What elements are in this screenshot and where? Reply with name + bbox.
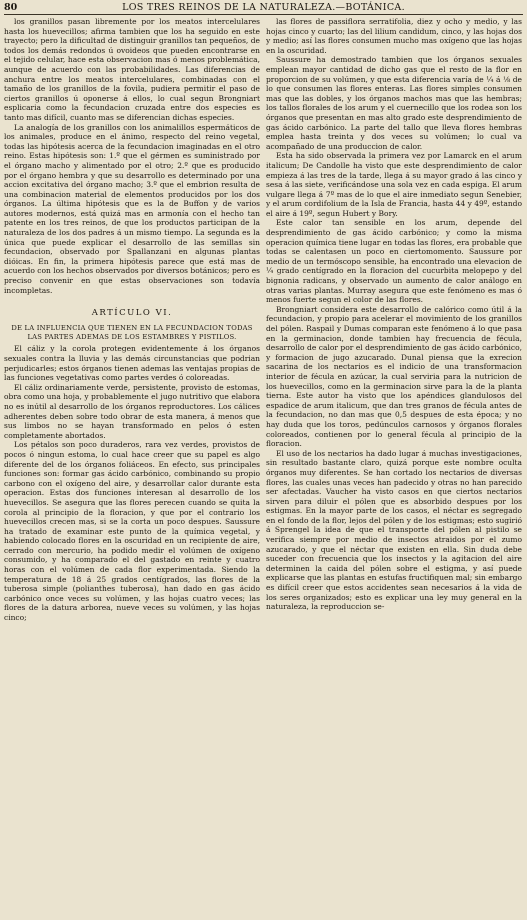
right-column <box>266 17 522 612</box>
running-title: LOS TRES REINOS DE LA NATURALEZA.—BOTÁNICA. <box>122 2 405 13</box>
article-subtitle-line: DE LA INFLUENCIA QUE TIENEN EN LA FECUNDACION TODAS <box>11 324 253 333</box>
paragraph: los granillos pasan libremente por los meatos intercelulares hasta los huevecillos; afirma tambien que los ha seguido en este trayecto; pero la dificultad de distinguir granillos tan pequeños, de todos los demás redondos ú ovoideos que pueden encontrarse en el tejido celular, hace esta observacion mas ó menos problemática, aunque de acuerdo con las probabilidades. Las diferencias de anchura entre los meatos intercelulares, combinadas con el tamaño de los granillos de la fovila, pudiera permitir el paso de ciertos granillos ú oponerse á ellos, lo cual segun Brongniart esplicaria como la fecundacion cruzada entre dos especies es tanto mas difícil, cuanto mas se diferencian dichas especies. <box>4 17 260 122</box>
paragraph: Esta ha sido observada la primera vez por Lamarck en el arum italicum; De Candolle ha visto que este desprendimiento de calor empieza á las tres de la tarde, llega á su mayor grado á las cinco y sesa á las siete, verificándose una sola vez en cada espiga. El arum vulgare llega á 7º mas de lo que el aire inmediato segun Senebier, y el arum cordifolium de la Isla de Francia, hasta 44 y 49º, estando el aire á 19º, segun Hubert y Bory. <box>266 151 522 218</box>
left-column <box>4 17 260 623</box>
article-heading: ARTÍCULO VI. <box>91 308 173 319</box>
paragraph: las flores de passiflora serratifolia, diez y ocho y medio, y las hojas cinco y cuarto; las del lilium candidum, cinco, y las hojas dos y medio; así las flores consumen mucho mas oxígeno que las hojas en la oscuridad. <box>266 17 522 55</box>
paragraph: Saussure ha demostrado tambien que los órganos sexuales emplean mayor cantidad de dicho gas que el resto de la flor en proporcion de su volúmen, y que esta diferencia varía de ¼ á ⅛ de lo que consumen las flores enteras. Las flores simples consumen mas que las dobles, y los órganos machos mas que las hembras; los tallos florales de los arum y el cuernecillo que los rodea son los órganos que presentan en mas alto grado este desprendimiento de gas ácido carbónico. La parte del tallo que lleva flores hembras emplea hasta treinta y dos veces su volúmen; lo cual va acompañado de una produccion de calor. <box>266 55 522 151</box>
paragraph: Brongniart considera este desarrollo de calórico como útil á la fecundacion, y propio para acelerar el movimiento de los granillos del pólen. Raspail y Dumas comparan este fenómeno á lo que pasa en la germinacion, donde tambien hay frecuencia de fécula, desarrollo de calor por el desprendimiento de gas ácido carbónico, y formacion de jugo azucarado. Dunal piensa que la exrecion sacarina de los nectarios es el indicio de una transformacion interior de fécula en azúcar, la cual serviria para la nutricion de los huevecillos, como en la germinacion sirve para la de la planta tierna. Este autor ha visto que los apéndices glandulosos del espadice de arum italicum, que dan tres granos de fécula antes de la fecundacion, no dan mas que 0,5 despues de esta época; y no hay duda que los toros, pedúnculos carnosos y órganos florales coloreados, contienen por lo general fécula al principio de la floracion. <box>266 304 522 449</box>
paragraph: El cáliz ordinariamente verde, persistente, provisto de estomas, obra como una hoja, y probablemente el jugo nutritivo que elabora no es inútil al desarrollo de los órganos reproductores. Los cálices adherentes deben sobre todo obrar de esta manera, á menos que sus limbos no se hayan transformado en pelos ó esten completamente abortados. <box>4 382 260 440</box>
article-subtitle <box>4 324 260 341</box>
paragraph: El cáliz y la corola protegen evidentemente á los órganos sexuales contra la lluvia y las demás circunstancias que podrian perjudicarles; estos órganos tienen ademas las ventajas propias de las funciones vegetativas como partes verdes ó coloreadas. <box>4 344 260 383</box>
page-header <box>4 2 523 15</box>
article-subtitle-line: LAS PARTES ADEMAS DE LOS ESTAMBRES Y PISTILOS. <box>27 332 237 341</box>
paragraph: Los pétalos son poco duraderos, rara vez verdes, provistos de pocos ó ningun estoma, lo cual hace creer que su papel es algo diferente del de los órganos foliáceos. En efecto, sus principales funciones son: formar gas ácido carbónico, combinando su propio carbono con el oxígeno del aire, y desarrollar calor durante esta operacion. Estas dos funciones interesan al desarrollo de los huevecillos. Se asegura que las flores perecen cuando se quita la corola al principio de la floracion, y que por el contrario los huevecillos crecen mas, si se la corta un poco despues. Saussure ha tratado de examinar este punto de la química vegetal, y habiendo colocado flores en la oscuridad en un recipiente de aire, cerrado con mercurio, ha podido medir el volúmen de oxígeno consumido, y ha comparado el del gastado en reinte y cuatro horas con el volúmen de cada flor experimentada. Siendo la temperatura de 18 á 25 grados centígrados, las flores de la tuberosa simple (polianthes tuberosa), han dado en gas ácido carbónico once veces su volúmen, y las hojas cuatro veces; las flores de la datura arborea, nueve veces su volúmen, y las hojas cinco; <box>4 440 260 623</box>
paragraph: La analogía de los granillos con los animalillos espermáticos de los animales, produce en el ánimo, respecto del reino vegetal, todas las hipótesis acerca de la fecundacion imaginadas en el otro reino. Estas hipótesis son: 1.º que el gérmen es suministrado por el órgano macho y alimentado por el otro; 2.º que es producido por el órgano hembra y que su desarrollo es determinado por una accion excitativa del órgano macho; 3.º que el embrion resulta de una combinacion material de elementos producidos por los dos órganos. La última hipótesis que es la de Buffon y de varios autores modernos, está quizá mas en armonía con el hecho tan patente en los tres reinos, de que los productos participan de la naturaleza de los dos padres á un mismo tiempo. La segunda es la única que puede explicar el desarrollo de las semillas sin fecundacion, observado por Spallanzani en algunas plantas dióicas. En fin, la primera hipótesis parece que está mas de acuerdo con los hechos observados por diversos botánicos; pero es preciso convenir en que estas observaciones son todavía incompletas. <box>4 122 260 295</box>
paragraph: Este calor tan sensible en los arum, depende del desprendimiento de gas ácido carbónico; y como la misma operacion química tiene lugar en todas las flores, era probable que todas se calentasen un poco en ciertomomento. Saussure por medio de un termóscopo sensible, ha encontrado una elevacion de ¼ grado centígrado en la floracion del cucurbita melopepo y del bignonia radicans, y observado un aumento de calor análogo en otras varias plantas. Murray asegura que este fenómeno es mas ó menos fuerte segun el color de las flores. <box>266 218 522 305</box>
page-number: 80 <box>4 2 18 13</box>
paragraph: El uso de los nectarios ha dado lugar á muchas investigaciones, sin resultado bastante claro, quizá porque este nombre oculta órganos muy diferentes. Se han cortado los nectarios de diversas flores, las cuales unas veces han padecido y otras no han parecido ser afectadas. Vaucher ha visto casos en que ciertos nectarios sirven para diluir el pólen que es absorbido despues por los estigmas. En la mayor parte de los casos, el néctar es segregado en el fondo de la flor, lejos del pólen y de los estigmas; esto sugirió á Sprengel la idea de que el transporte del pólen al pistilo se verifica siempre por medio de insectos atraidos por el zumo azucarado, y que el néctar que existen en ella. Sin duda debe suceder con frecuencia que los insectos y la agitacion del aire determinen la caida del pólen sobre el estigma, y así puede explicarse que las plantas en estufas fructifiquen mal; sin embargo es difícil creer que estos accidentes sean necesarios á la vida de los seres organizados; esto es explicar una ley muy general en la naturaleza, la reproduccion se- <box>266 448 522 612</box>
